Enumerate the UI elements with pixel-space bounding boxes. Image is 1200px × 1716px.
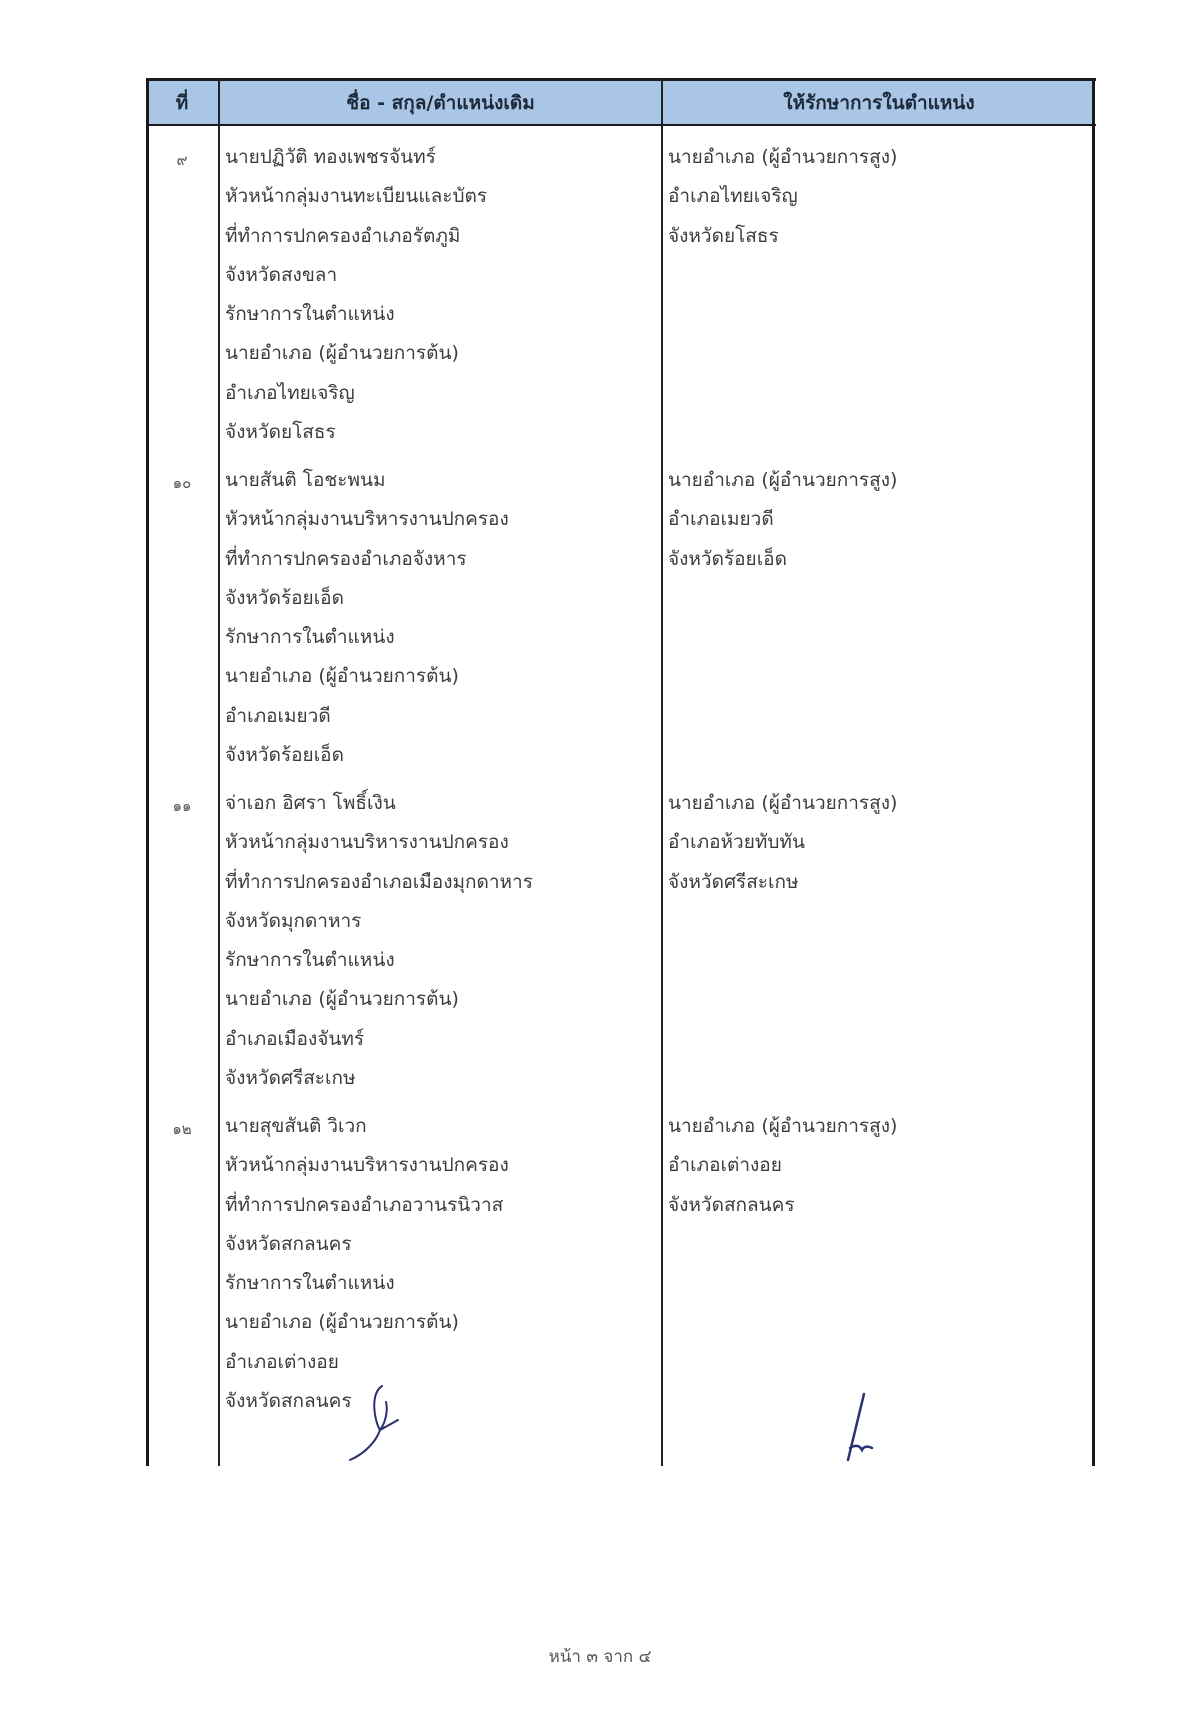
old-position-line: จังหวัดร้อยเอ็ด <box>225 744 344 767</box>
old-position-line: อำเภอเมืองจันทร์ <box>225 1027 365 1050</box>
acting-position-line: จังหวัดยโสธร <box>668 224 779 247</box>
table-header-border <box>146 124 1096 126</box>
acting-position-line: อำเภอเมยวดี <box>668 508 774 531</box>
old-position-line: รักษาการในตำแหน่ง <box>225 1272 395 1295</box>
table-left-border <box>146 78 149 1466</box>
old-position-line: ที่ทำการปกครองอำเภอรัตภูมิ <box>225 224 461 247</box>
old-position-line: จังหวัดศรีสะเกษ <box>225 1067 356 1090</box>
acting-position-line: จังหวัดร้อยเอ็ด <box>668 547 787 570</box>
old-position-line: รักษาการในตำแหน่ง <box>225 303 395 326</box>
old-position-line: หัวหน้ากลุ่มงานบริหารงานปกครอง <box>225 1154 509 1177</box>
old-position-cell <box>225 142 487 456</box>
acting-position-line: อำเภอเต่างอย <box>668 1154 782 1177</box>
old-position-line: นายอำเภอ (ผู้อำนวยการต้น) <box>225 342 459 365</box>
old-position-line: หัวหน้ากลุ่มงานทะเบียนและบัตร <box>225 185 488 208</box>
old-position-line: อำเภอเต่างอย <box>225 1350 339 1373</box>
old-position-cell <box>225 1111 509 1425</box>
header-old-position: ชื่อ - สกุล/ตำแหน่งเดิม <box>346 91 535 114</box>
row-number: ๑๒ <box>172 1120 192 1138</box>
acting-position-line: จังหวัดศรีสะเกษ <box>668 870 799 893</box>
acting-position-cell <box>668 465 897 583</box>
header-acting-position: ให้รักษาการในตำแหน่ง <box>783 91 975 114</box>
old-position-line: จังหวัดร้อยเอ็ด <box>225 586 344 609</box>
old-position-line: จังหวัดสกลนคร <box>225 1390 352 1413</box>
old-position-line: อำเภอเมยวดี <box>225 704 331 727</box>
column-divider-1 <box>218 78 220 1466</box>
old-position-line: จังหวัดมุกดาหาร <box>225 909 362 932</box>
page-number: หน้า ๓ จาก ๔ <box>548 1647 652 1667</box>
signature-initial-right <box>830 1390 890 1470</box>
person-name: นายสันติ โอชะพนม <box>225 469 386 491</box>
row-number: ๑๐ <box>172 474 192 492</box>
old-position-line: จังหวัดยโสธร <box>225 421 336 444</box>
column-divider-2 <box>661 78 663 1466</box>
appointment-table <box>146 78 1094 1466</box>
old-position-line: รักษาการในตำแหน่ง <box>225 626 395 649</box>
old-position-line: นายอำเภอ (ผู้อำนวยการต้น) <box>225 988 459 1011</box>
old-position-line: จังหวัดสงขลา <box>225 263 338 286</box>
row-number: ๑๑ <box>172 797 192 815</box>
person-name: นายปฏิวัติ ทองเพชรจันทร์ <box>225 146 436 168</box>
person-name: นายสุขสันติ วิเวก <box>225 1115 367 1137</box>
old-position-line: รักษาการในตำแหน่ง <box>225 949 395 972</box>
acting-position-line: นายอำเภอ (ผู้อำนวยการสูง) <box>668 146 898 168</box>
acting-position-line: อำเภอห้วยทับทัน <box>668 831 805 854</box>
row-number: ๙ <box>176 151 188 169</box>
acting-position-line: จังหวัดสกลนคร <box>668 1193 795 1216</box>
old-position-line: นายอำเภอ (ผู้อำนวยการต้น) <box>225 1311 459 1334</box>
acting-position-line: นายอำเภอ (ผู้อำนวยการสูง) <box>668 469 898 491</box>
old-position-line: ที่ทำการปกครองอำเภอวานรนิวาส <box>225 1193 504 1216</box>
old-position-line: ที่ทำการปกครองอำเภอจังหาร <box>225 547 467 570</box>
acting-position-line: นายอำเภอ (ผู้อำนวยการสูง) <box>668 792 898 814</box>
acting-position-cell <box>668 142 897 260</box>
acting-position-line: อำเภอไทยเจริญ <box>668 185 798 208</box>
acting-position-line: นายอำเภอ (ผู้อำนวยการสูง) <box>668 1115 898 1137</box>
old-position-line: หัวหน้ากลุ่มงานบริหารงานปกครอง <box>225 508 509 531</box>
person-name: จ่าเอก อิศรา โพธิ์เงิน <box>225 792 396 814</box>
table-right-border <box>1092 78 1095 1466</box>
old-position-line: ที่ทำการปกครองอำเภอเมืองมุกดาหาร <box>225 870 533 893</box>
old-position-line: อำเภอไทยเจริญ <box>225 381 355 404</box>
old-position-cell <box>225 788 533 1102</box>
acting-position-cell <box>668 1111 897 1229</box>
acting-position-cell <box>668 788 897 906</box>
header-no: ที่ <box>175 91 189 114</box>
old-position-line: นายอำเภอ (ผู้อำนวยการต้น) <box>225 665 459 688</box>
old-position-line: หัวหน้ากลุ่มงานบริหารงานปกครอง <box>225 831 509 854</box>
old-position-cell <box>225 465 509 779</box>
signature-initial-left <box>340 1380 420 1470</box>
old-position-line: จังหวัดสกลนคร <box>225 1232 352 1255</box>
